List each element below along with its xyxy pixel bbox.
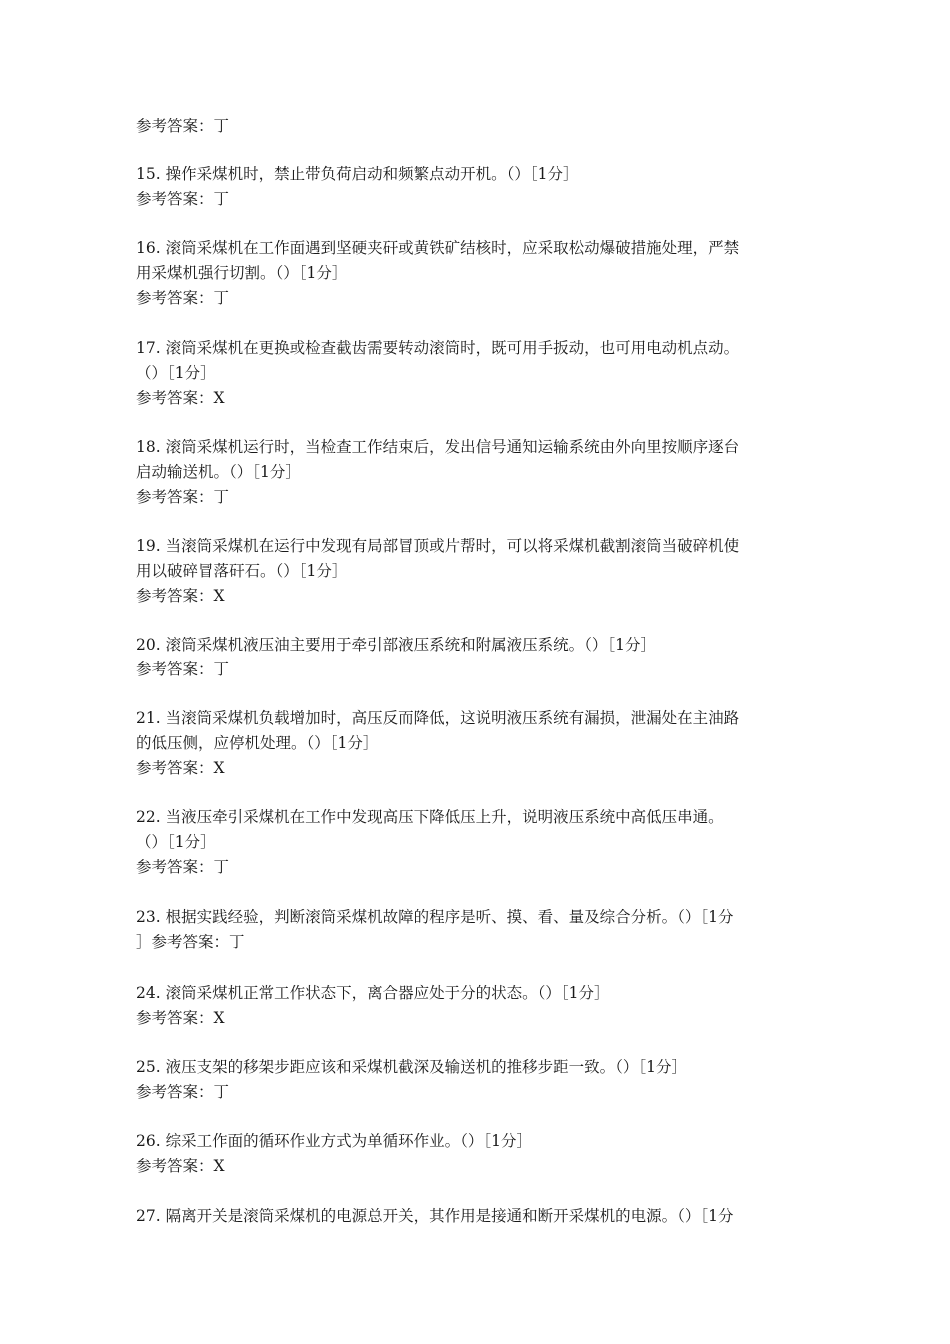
answer-line: 参考答案：丁 (136, 289, 230, 307)
question-line: 17. 滚筒采煤机在更换或检查截齿需要转动滚筒时，既可用手扳动，也可用电动机点动。 (136, 339, 740, 357)
question-line: 15. 操作采煤机时，禁止带负荷启动和频繁点动开机。（）［1分］ (136, 165, 579, 183)
question-line: 24. 滚筒采煤机正常工作状态下，离合器应处于分的状态。（）［1分］ (136, 984, 610, 1002)
question-line: 21. 当滚筒采煤机负载增加时，高压反而降低，这说明液压系统有漏损，泄漏处在主油路 (136, 709, 740, 727)
answer-line: 参考答案：丁 (136, 190, 230, 208)
answer-line: 参考答案：丁 (136, 488, 230, 506)
question-line: 23. 根据实践经验，判断滚筒采煤机故障的程序是听、摸、看、量及综合分析。（）［1分 (136, 908, 734, 926)
question-line: （）［1分］ (136, 833, 216, 851)
question-line: （）［1分］ (136, 364, 216, 382)
question-line: 用以破碎冒落矸石。（）［1分］ (136, 562, 348, 580)
question-line: 18. 滚筒采煤机运行时，当检查工作结束后，发出信号通知运输系统由外向里按顺序逐台 (136, 438, 740, 456)
answer-line: 参考答案：X (136, 759, 225, 777)
question-line: 26. 综采工作面的循环作业方式为单循环作业。（）［1分］ (136, 1132, 532, 1150)
question-line: 用采煤机强行切割。（）［1分］ (136, 264, 348, 282)
question-line: 16. 滚筒采煤机在工作面遇到坚硬夹矸或黄铁矿结核时，应采取松动爆破措施处理，严禁 (136, 239, 740, 257)
question-line: 启动输送机。（）［1分］ (136, 463, 301, 481)
answer-line: 参考答案：X (136, 1009, 225, 1027)
question-line: 22. 当液压牵引采煤机在工作中发现高压下降低压上升，说明液压系统中高低压串通。 (136, 808, 724, 826)
answer-line: 参考答案：丁 (136, 858, 230, 876)
question-line: 20. 滚筒采煤机液压油主要用于牵引部液压系统和附属液压系统。（）［1分］ (136, 636, 656, 654)
answer-line: ］参考答案：丁 (136, 933, 245, 951)
question-line: 19. 当滚筒采煤机在运行中发现有局部冒顶或片帮时，可以将采煤机截割滚筒当破碎机使 (136, 537, 740, 555)
question-line: 的低压侧，应停机处理。（）［1分］ (136, 734, 379, 752)
answer-line: 参考答案：X (136, 1157, 225, 1175)
answer-line: 参考答案：X (136, 389, 225, 407)
answer-line: 参考答案：丁 (136, 660, 230, 678)
question-line: 25. 液压支架的移架步距应该和采煤机截深及输送机的推移步距一致。（）［1分］ (136, 1058, 687, 1076)
answer-line: 参考答案：X (136, 587, 225, 605)
question-line: 27. 隔离开关是滚筒采煤机的电源总开关，其作用是接通和断开采煤机的电源。（）［1分 (136, 1207, 734, 1225)
answer-line: 参考答案：丁 (136, 117, 230, 135)
answer-line: 参考答案：丁 (136, 1083, 230, 1101)
